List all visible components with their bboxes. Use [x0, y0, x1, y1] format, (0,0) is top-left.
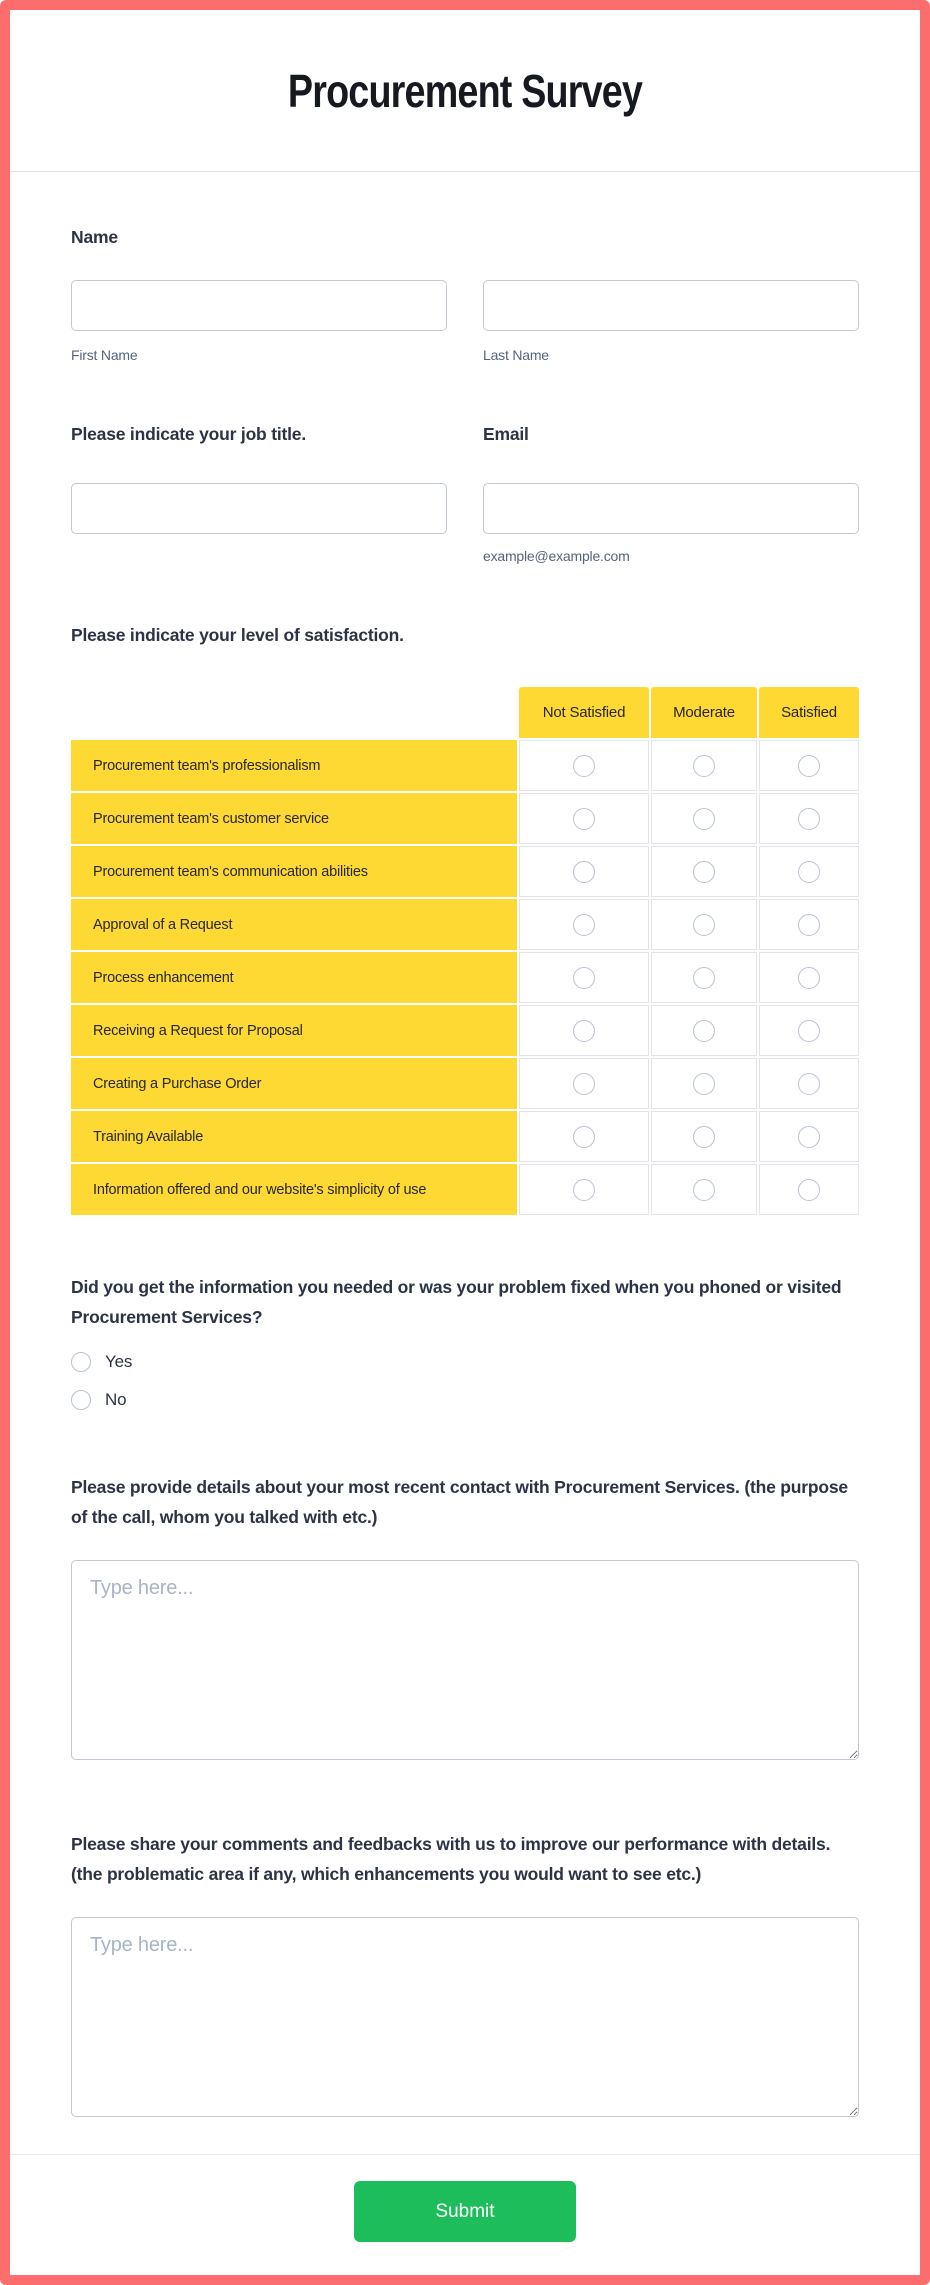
matrix-cell — [759, 1005, 859, 1056]
matrix-row-label: Approval of a Request — [71, 899, 517, 950]
matrix-radio-r6-moderate[interactable] — [693, 1020, 715, 1042]
form-header — [10, 10, 920, 172]
matrix-cell — [651, 1164, 757, 1215]
matrix-cell — [651, 899, 757, 950]
matrix-cell — [519, 1164, 649, 1215]
yes-label: Yes — [105, 1352, 133, 1371]
comments-textarea[interactable] — [71, 1917, 859, 2117]
matrix-cell — [519, 899, 649, 950]
matrix-cell — [651, 1005, 757, 1056]
first-name-input[interactable] — [71, 280, 447, 331]
matrix-radio-r4-not-satisfied[interactable] — [573, 914, 595, 936]
no-radio[interactable] — [71, 1390, 91, 1410]
matrix-cell — [651, 793, 757, 844]
matrix-radio-r9-not-satisfied[interactable] — [573, 1179, 595, 1201]
option-yes[interactable] — [71, 1352, 859, 1372]
matrix-radio-r8-not-satisfied[interactable] — [573, 1126, 595, 1148]
email-input[interactable] — [483, 483, 859, 534]
last-name-sublabel: Last Name — [483, 347, 549, 363]
matrix-radio-r8-moderate[interactable] — [693, 1126, 715, 1148]
matrix-radio-r6-not-satisfied[interactable] — [573, 1020, 595, 1042]
last-name-input[interactable] — [483, 280, 859, 331]
satisfaction-matrix — [71, 687, 859, 1215]
form-footer — [10, 2155, 920, 2242]
matrix-radio-r2-satisfied[interactable] — [798, 808, 820, 830]
comments-label: Please share your comments and feedbacks with us to improve our performance with details. (the problematic area if any, which enhancements you would want to see etc.) — [71, 1834, 831, 1884]
contact-question-label: Did you get the information you needed or was your problem fixed when you phoned or visited Procurement Services? — [71, 1277, 842, 1327]
matrix-radio-r7-satisfied[interactable] — [798, 1073, 820, 1095]
name-label: Name — [71, 227, 118, 247]
matrix-radio-r9-moderate[interactable] — [693, 1179, 715, 1201]
matrix-cell — [651, 740, 757, 791]
matrix-radio-r9-satisfied[interactable] — [798, 1179, 820, 1201]
matrix-row-label: Procurement team's communication abilities — [71, 846, 517, 897]
matrix-radio-r5-not-satisfied[interactable] — [573, 967, 595, 989]
details-textarea[interactable] — [71, 1560, 859, 1760]
matrix-cell — [519, 952, 649, 1003]
matrix-radio-r1-not-satisfied[interactable] — [573, 755, 595, 777]
matrix-col-not-satisfied: Not Satisfied — [519, 687, 649, 738]
matrix-cell — [759, 952, 859, 1003]
matrix-radio-r8-satisfied[interactable] — [798, 1126, 820, 1148]
matrix-radio-r5-satisfied[interactable] — [798, 967, 820, 989]
matrix-row-label: Procurement team's customer service — [71, 793, 517, 844]
matrix-cell — [651, 952, 757, 1003]
matrix-cell — [651, 1111, 757, 1162]
details-label: Please provide details about your most recent contact with Procurement Services. (the purpose of the call, whom you talked with etc.) — [71, 1477, 848, 1527]
option-no[interactable] — [71, 1390, 859, 1410]
matrix-radio-r2-moderate[interactable] — [693, 808, 715, 830]
matrix-cell — [759, 1111, 859, 1162]
matrix-cell — [759, 740, 859, 791]
job-email-row — [71, 419, 859, 564]
matrix-row-label: Information offered and our website's simplicity of use — [71, 1164, 517, 1215]
matrix-radio-r7-not-satisfied[interactable] — [573, 1073, 595, 1095]
matrix-row-label: Receiving a Request for Proposal — [71, 1005, 517, 1056]
matrix-radio-r6-satisfied[interactable] — [798, 1020, 820, 1042]
matrix-radio-r4-satisfied[interactable] — [798, 914, 820, 936]
form-body — [10, 222, 920, 2122]
matrix-corner — [71, 687, 517, 738]
matrix-col-satisfied: Satisfied — [759, 687, 859, 738]
email-label: Email — [483, 424, 529, 444]
matrix-cell — [519, 1111, 649, 1162]
first-name-sublabel: First Name — [71, 347, 138, 363]
matrix-radio-r5-moderate[interactable] — [693, 967, 715, 989]
page-title: Procurement Survey — [287, 64, 643, 117]
no-label: No — [105, 1390, 127, 1409]
matrix-cell — [759, 1164, 859, 1215]
matrix-cell — [759, 846, 859, 897]
matrix-radio-r2-not-satisfied[interactable] — [573, 808, 595, 830]
matrix-radio-r1-satisfied[interactable] — [798, 755, 820, 777]
matrix-row-label: Procurement team's professionalism — [71, 740, 517, 791]
matrix-radio-r3-not-satisfied[interactable] — [573, 861, 595, 883]
matrix-radio-r1-moderate[interactable] — [693, 755, 715, 777]
name-question — [71, 222, 859, 363]
job-title-input[interactable] — [71, 483, 447, 534]
matrix-col-moderate: Moderate — [651, 687, 757, 738]
job-title-label: Please indicate your job title. — [71, 424, 306, 444]
matrix-cell — [519, 846, 649, 897]
email-sublabel: example@example.com — [483, 548, 630, 564]
matrix-cell — [519, 740, 649, 791]
matrix-cell — [759, 793, 859, 844]
submit-button[interactable]: Submit — [354, 2181, 576, 2242]
matrix-row-label: Creating a Purchase Order — [71, 1058, 517, 1109]
matrix-row-label: Process enhancement — [71, 952, 517, 1003]
matrix-cell — [519, 1058, 649, 1109]
matrix-radio-r3-satisfied[interactable] — [798, 861, 820, 883]
matrix-radio-r7-moderate[interactable] — [693, 1073, 715, 1095]
satisfaction-label: Please indicate your level of satisfaction. — [71, 625, 404, 645]
matrix-radio-r4-moderate[interactable] — [693, 914, 715, 936]
yes-radio[interactable] — [71, 1352, 91, 1372]
matrix-cell — [759, 899, 859, 950]
matrix-radio-r3-moderate[interactable] — [693, 861, 715, 883]
matrix-cell — [651, 846, 757, 897]
matrix-row-label: Training Available — [71, 1111, 517, 1162]
matrix-cell — [519, 1005, 649, 1056]
matrix-cell — [651, 1058, 757, 1109]
matrix-cell — [759, 1058, 859, 1109]
matrix-cell — [519, 793, 649, 844]
